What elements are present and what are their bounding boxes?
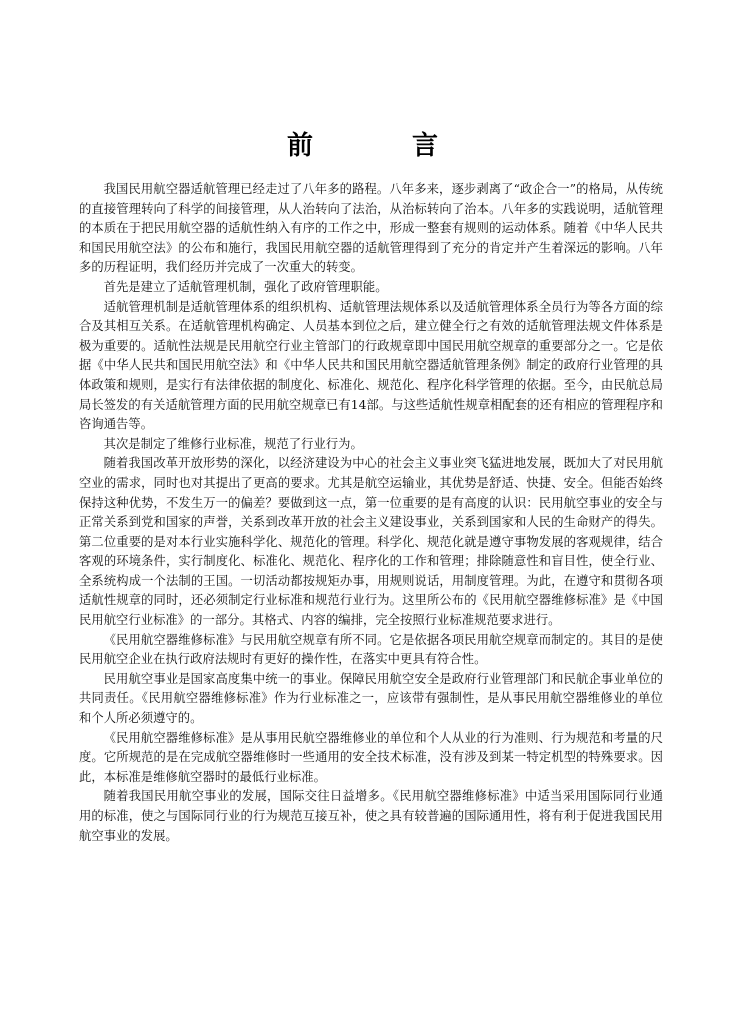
paragraph-3: 适航管理机制是适航管理体系的组织机构、适航管理法规体系以及适航管理体系全员行为等各方面的综合及其相互关系。在适航管理机构确定、人员基本到位之后，建立健全行之有效的适航管理法规文件体系是极为重要的。适航性法规是民用航空行业主管部门的行政规章即中国民用航空规章的重要部分之一。它是依据《中华人民共和国民用航空法》和《中华人民共和国民用航空器适航管理条例》制定的政府行业管理的具体政策和规则，是实行有法律依据的制度化、标准化、规范化、程序化科学管理的依据。至今，由民航总局局长签发的有关适航管理方面的民用航空规章已有14部。与这些适航性规章相配套的还有相应的管理程序和咨询通告等。 bbox=[79, 299, 663, 432]
paragraph-7: 民用航空事业是国家高度集中统一的事业。保障民用航空安全是政府行业管理部门和民航企事业单位的共同责任。《民用航空器维修标准》作为行业标准之一，应该带有强制性，是从事民用航空器维修业的单位和个人所必须遵守的。 bbox=[79, 671, 663, 726]
page-title bbox=[0, 128, 730, 168]
preface-body bbox=[79, 180, 663, 846]
paragraph-4: 其次是制定了维修行业标准，规范了行业行为。 bbox=[103, 436, 363, 451]
paragraph-9: 随着我国民用航空事业的发展，国际交往日益增多。《民用航空器维修标准》中适当采用国际同行业通用的标准，使之与国际同行业的行为规范互接互补，使之具有较普遍的国际通用性，将有利于促进我国民用航空事业的发展。 bbox=[79, 789, 663, 843]
paragraph-2: 首先是建立了适航管理机制，强化了政府管理职能。 bbox=[103, 279, 388, 294]
paragraph-8: 《民用航空器维修标准》是从事用民航空器维修业的单位和个人从业的行为准则、行为规范和考量的尺度。它所规范的是在完成航空器维修时一些通用的安全技术标准，没有涉及到某一特定机型的特殊要求。因此，本标准是维修航空器时的最低行业标准。 bbox=[79, 730, 663, 784]
paragraph-6: 《民用航空器维修标准》与民用航空规章有所不同。它是依据各项民用航空规章而制定的。其目的是使民用航空企业在执行政府法规时有更好的操作性，在落实中更具有符合性。 bbox=[79, 632, 663, 667]
paragraph-1: 我国民用航空器适航管理已经走过了八年多的路程。八年多来，逐步剥离了“政企合一”的格局，从传统的直接管理转向了科学的间接管理，从人治转向了法治，从治标转向了治本。八年多的实践说明，适航管理的本质在于把民用航空器的适航性纳入有序的工作之中，形成一整套有规则的运动体系。随着《中华人民共和国民用航空法》的公布和施行，我国民用航空器的适航管理得到了充分的肯定并产生着深远的影响。八年多的历程证明，我们经历并完成了一次重大的转变。 bbox=[79, 182, 663, 275]
paragraph-5: 随着我国改革开放形势的深化，以经济建设为中心的社会主义事业突飞猛进地发展，既加大了对民用航空业的需求，同时也对其提出了更高的要求。尤其是航空运输业，其优势是舒适、快捷、安全。但能否始终保持这种优势，不发生万一的偏差？要做到这一点，第一位重要的是有高度的认识：民用航空事业的安全与正常关系到党和国家的声誉，关系到改革开放的社会主义建设事业，关系到国家和人民的生命财产的得失。第二位重要的是对本行业实施科学化、规范化的管理。科学化、规范化就是遵守事物发展的客观规律，结合客观的环境条件，实行制度化、标准化、规范化、程序化的工作和管理；排除随意性和盲目性，使全行业、全系统构成一个法制的王国。一切活动都按规矩办事，用规则说话，用制度管理。为此，在遵守和贯彻各项适航性规章的同时，还必须制定行业标准和规范行业行为。这里所公布的《民用航空器维修标准》是《中国民用航空行业标准》的一部分。其格式、内容的编排，完全按照行业标准规范要求进行。 bbox=[79, 456, 663, 628]
title-char-2: 言 bbox=[412, 131, 439, 161]
title-char-1: 前 bbox=[287, 131, 314, 161]
